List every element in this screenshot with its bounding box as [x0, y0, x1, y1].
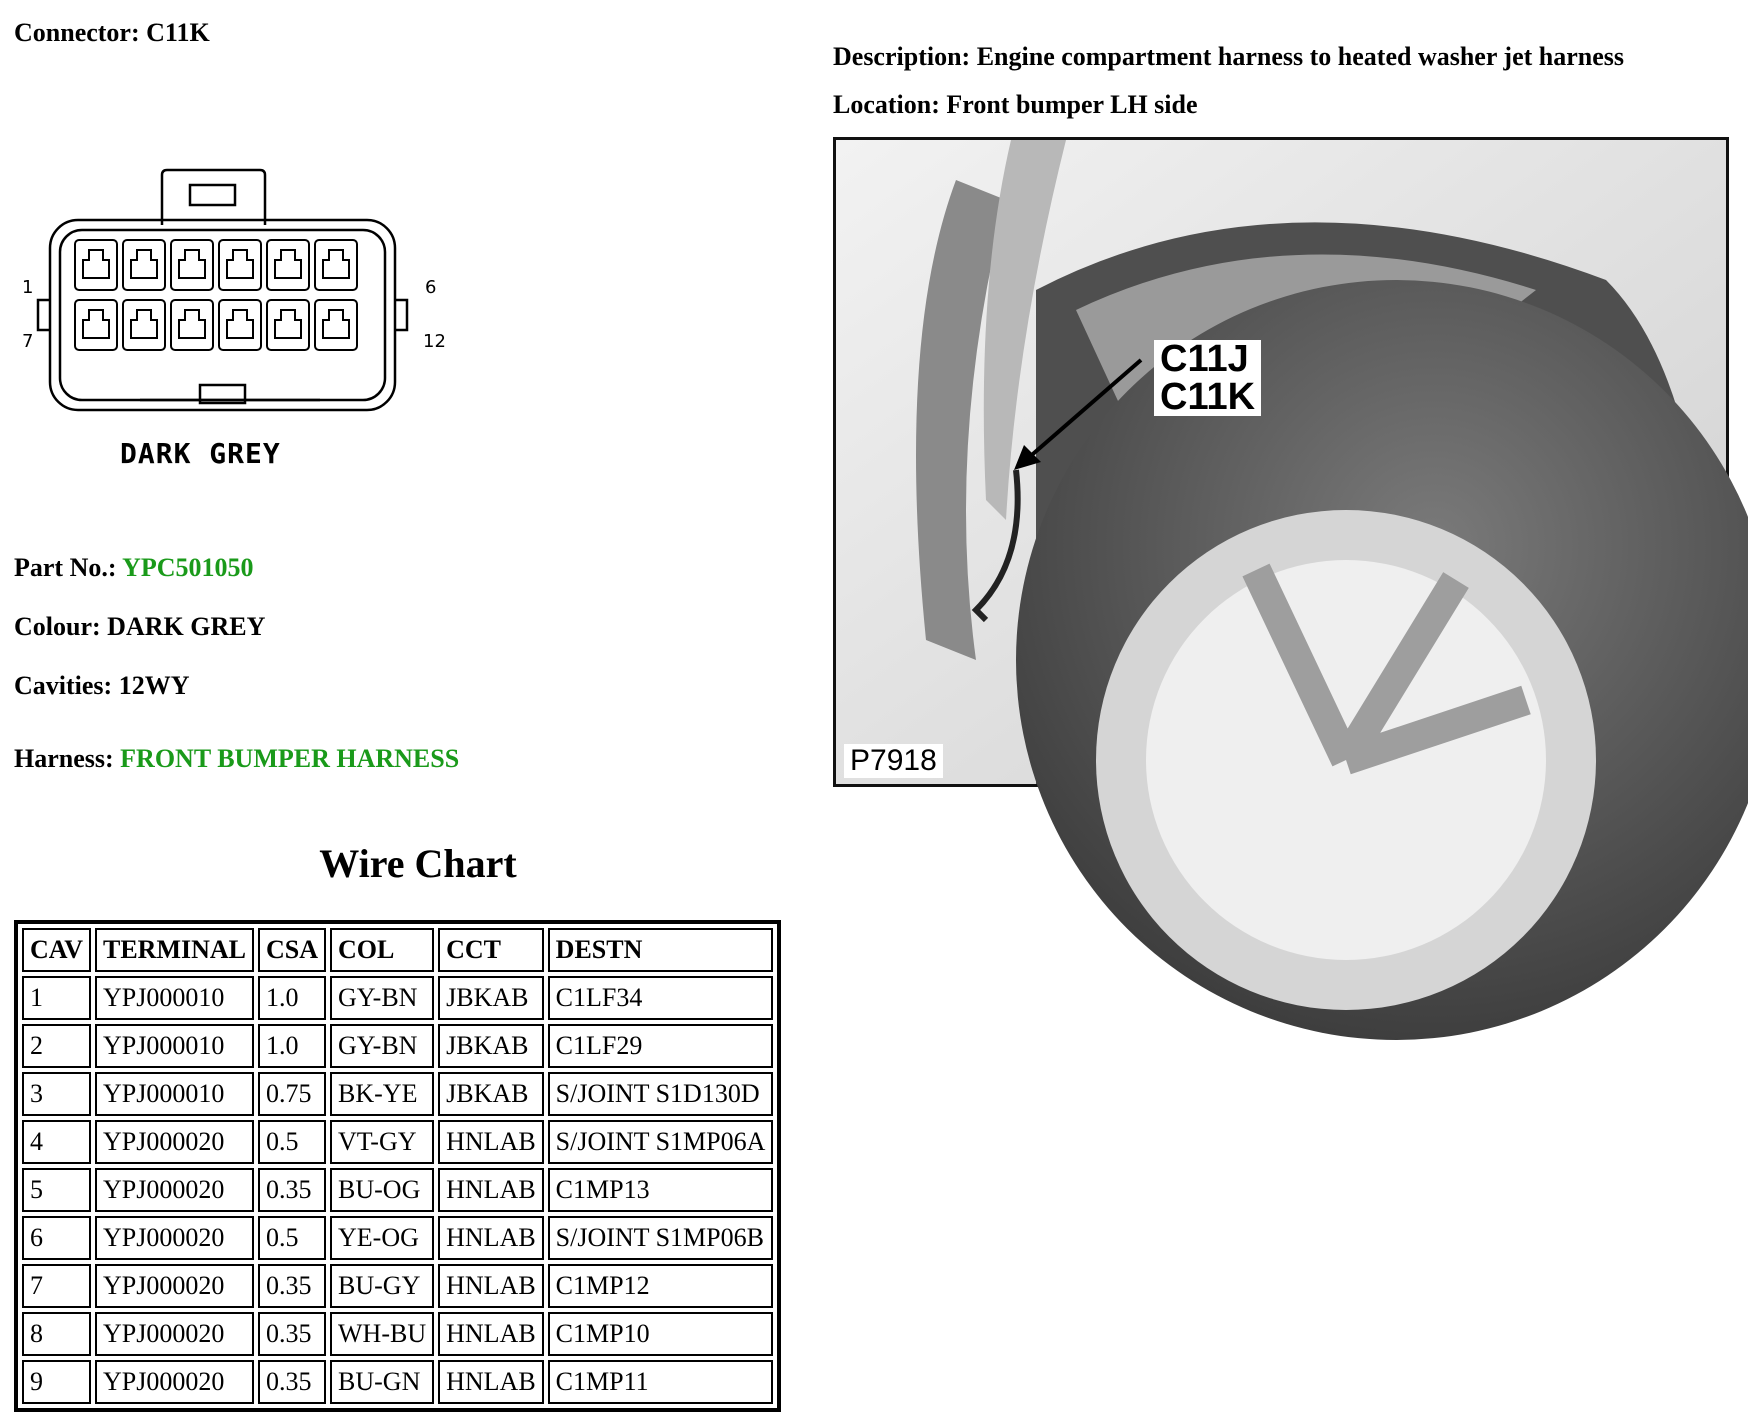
cavity-terminal-shape	[227, 310, 253, 338]
cell-destn: S/JOINT S1MP06B	[548, 1216, 774, 1260]
cavities-line	[14, 671, 189, 701]
location-line	[833, 90, 1198, 120]
cavity-terminal-shape	[179, 310, 205, 338]
cell-csa: 1.0	[258, 1024, 326, 1068]
cell-cct: HNLAB	[438, 1312, 544, 1356]
connector-value: C11K	[146, 18, 210, 47]
cell-terminal: YPJ000010	[95, 1072, 254, 1116]
cavity-terminal-shape	[275, 310, 301, 338]
cell-cav: 5	[22, 1168, 91, 1212]
description-line	[833, 42, 1624, 72]
cell-terminal: YPJ000020	[95, 1120, 254, 1164]
cell-destn: C1MP13	[548, 1168, 774, 1212]
header-destn: DESTN	[548, 928, 774, 972]
cell-csa: 0.35	[258, 1168, 326, 1212]
cavities-label: Cavities:	[14, 671, 113, 700]
harness-label: Harness:	[14, 744, 114, 773]
cell-cct: JBKAB	[438, 976, 544, 1020]
cell-cav: 3	[22, 1072, 91, 1116]
cell-terminal: YPJ000020	[95, 1360, 254, 1404]
header-col: COL	[330, 928, 434, 972]
cell-destn: S/JOINT S1D130D	[548, 1072, 774, 1116]
header-cct: CCT	[438, 928, 544, 972]
description-value: Engine compartment harness to heated washer jet harness	[976, 42, 1625, 71]
cell-destn: S/JOINT S1MP06A	[548, 1120, 774, 1164]
cavity-terminal-shape	[131, 250, 157, 278]
cell-cav: 6	[22, 1216, 91, 1260]
cell-terminal: YPJ000020	[95, 1264, 254, 1308]
cell-cct: HNLAB	[438, 1264, 544, 1308]
cavity-outline	[267, 240, 309, 290]
location-value: Front bumper LH side	[946, 90, 1198, 119]
part-number-link[interactable]: YPC501050	[122, 553, 254, 582]
cell-csa: 1.0	[258, 976, 326, 1020]
cell-destn: C1LF34	[548, 976, 774, 1020]
location-label: Location:	[833, 90, 940, 119]
cell-csa: 0.5	[258, 1120, 326, 1164]
cavities-value: 12WY	[118, 671, 190, 700]
cell-col: GY-BN	[330, 1024, 434, 1068]
cell-csa: 0.5	[258, 1216, 326, 1260]
table-row	[22, 1120, 773, 1164]
cell-cct: JBKAB	[438, 1024, 544, 1068]
cavity-terminal-shape	[131, 310, 157, 338]
cavity-outline	[171, 240, 213, 290]
table-header-row	[22, 928, 773, 972]
cavity-terminal-shape	[83, 250, 109, 278]
pin-label-7: 7	[22, 331, 34, 352]
illustration-id: P7918	[844, 744, 943, 778]
cell-terminal: YPJ000010	[95, 1024, 254, 1068]
cell-cav: 7	[22, 1264, 91, 1308]
cavity-outline	[219, 300, 261, 350]
cell-terminal: YPJ000020	[95, 1216, 254, 1260]
table-row	[22, 1216, 773, 1260]
cell-col: BU-OG	[330, 1168, 434, 1212]
harness-line	[14, 744, 459, 774]
cell-terminal: YPJ000010	[95, 976, 254, 1020]
cell-cav: 1	[22, 976, 91, 1020]
cell-cav: 8	[22, 1312, 91, 1356]
cavity-grid	[75, 240, 357, 350]
cell-col: BK-YE	[330, 1072, 434, 1116]
header-csa: CSA	[258, 928, 326, 972]
location-illustration	[833, 137, 1729, 787]
pinout-caption: DARK GREY	[120, 437, 281, 470]
header-terminal: TERMINAL	[95, 928, 254, 972]
cavity-terminal-shape	[83, 310, 109, 338]
cell-cct: JBKAB	[438, 1072, 544, 1116]
table-row	[22, 976, 773, 1020]
cavity-terminal-shape	[323, 250, 349, 278]
cell-terminal: YPJ000020	[95, 1312, 254, 1356]
cell-cav: 4	[22, 1120, 91, 1164]
cavity-terminal-shape	[227, 250, 253, 278]
cavity-outline	[315, 300, 357, 350]
callout-c11j: C11J	[1160, 338, 1249, 380]
wheel-arch-illustration	[836, 140, 1726, 784]
cell-col: BU-GY	[330, 1264, 434, 1308]
cell-col: BU-GN	[330, 1360, 434, 1404]
colour-label: Colour:	[14, 612, 101, 641]
pin-label-12: 12	[423, 331, 446, 352]
connector-label: Connector:	[14, 18, 140, 47]
cavity-terminal-shape	[179, 250, 205, 278]
cell-csa: 0.35	[258, 1264, 326, 1308]
wire-chart-title: Wire Chart	[319, 841, 517, 886]
cell-cct: HNLAB	[438, 1168, 544, 1212]
cell-col: GY-BN	[330, 976, 434, 1020]
harness-link[interactable]: FRONT BUMPER HARNESS	[120, 744, 460, 773]
cell-csa: 0.75	[258, 1072, 326, 1116]
cell-cav: 9	[22, 1360, 91, 1404]
table-row	[22, 1024, 773, 1068]
connector-face-drawing	[22, 165, 450, 435]
cavity-outline	[315, 240, 357, 290]
connector-pinout-diagram	[22, 165, 450, 440]
table-row	[22, 1168, 773, 1212]
table-row	[22, 1264, 773, 1308]
description-label: Description:	[833, 42, 971, 71]
cell-destn: C1LF29	[548, 1024, 774, 1068]
table-row	[22, 1312, 773, 1356]
cell-cct: HNLAB	[438, 1216, 544, 1260]
wire-chart-table	[14, 920, 781, 1412]
pin-label-1: 1	[22, 277, 34, 298]
cavity-terminal-shape	[323, 310, 349, 338]
connector-callout	[1154, 340, 1261, 416]
wire-chart-body	[22, 976, 773, 1404]
part-number-label: Part No.:	[14, 553, 117, 582]
header-cav: CAV	[22, 928, 91, 972]
connector-title	[14, 18, 210, 48]
cavity-terminal-shape	[275, 250, 301, 278]
cavity-outline	[75, 300, 117, 350]
table-row	[22, 1360, 773, 1404]
table-row	[22, 1072, 773, 1116]
colour-line	[14, 612, 265, 642]
cavity-outline	[123, 300, 165, 350]
callout-c11k: C11K	[1160, 376, 1256, 418]
part-number-line	[14, 553, 254, 583]
cell-csa: 0.35	[258, 1312, 326, 1356]
cell-destn: C1MP12	[548, 1264, 774, 1308]
cavity-outline	[219, 240, 261, 290]
cavity-outline	[75, 240, 117, 290]
cell-col: VT-GY	[330, 1120, 434, 1164]
cell-cav: 2	[22, 1024, 91, 1068]
colour-value: DARK GREY	[107, 612, 266, 641]
pin-label-6: 6	[425, 277, 437, 298]
cavity-outline	[171, 300, 213, 350]
cell-terminal: YPJ000020	[95, 1168, 254, 1212]
cell-cct: HNLAB	[438, 1360, 544, 1404]
cell-destn: C1MP11	[548, 1360, 774, 1404]
cell-destn: C1MP10	[548, 1312, 774, 1356]
cell-csa: 0.35	[258, 1360, 326, 1404]
cell-cct: HNLAB	[438, 1120, 544, 1164]
cell-col: WH-BU	[330, 1312, 434, 1356]
cavity-outline	[267, 300, 309, 350]
cavity-outline	[123, 240, 165, 290]
cell-col: YE-OG	[330, 1216, 434, 1260]
